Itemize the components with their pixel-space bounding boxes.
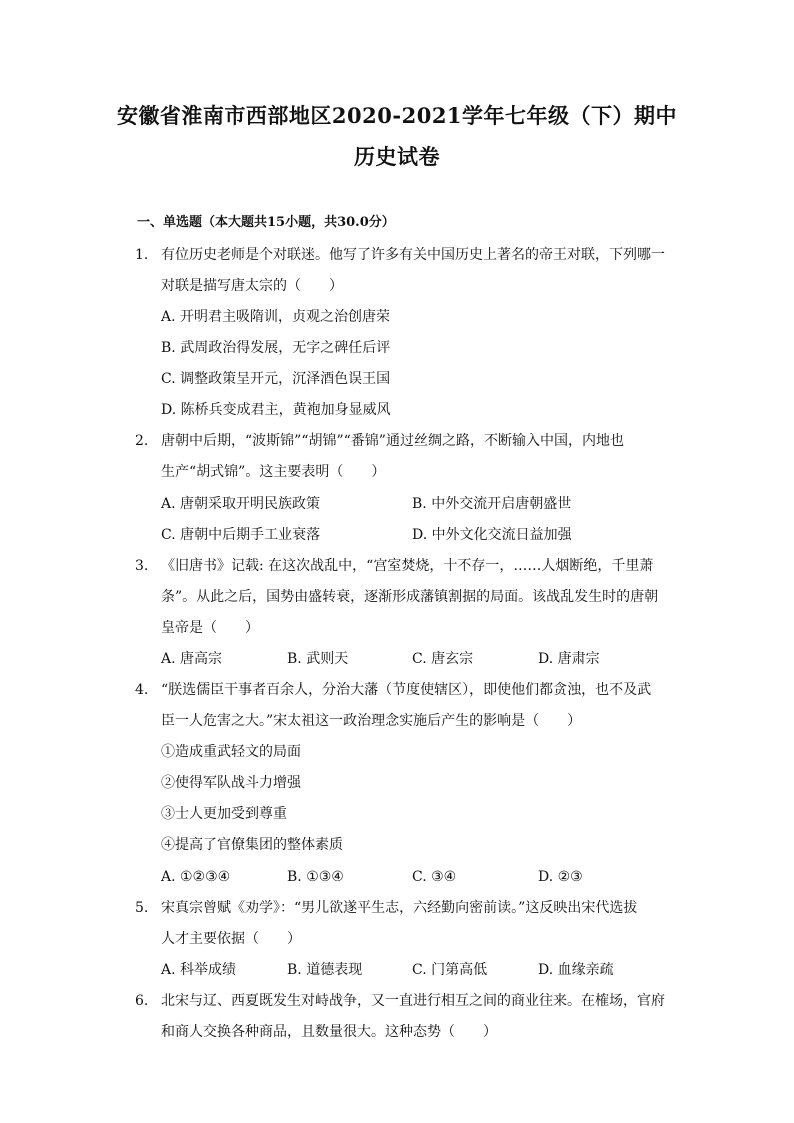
question-text-line: 条”。从此之后，国势由盛转衰，逐渐形成藩镇割据的局面。该战乱发生时的唐朝 bbox=[161, 589, 659, 605]
statement-1: ①造成重武轻文的局面 bbox=[161, 744, 301, 760]
question-number: 2. bbox=[135, 433, 149, 449]
statement-3: ③士人更加受到尊重 bbox=[161, 806, 287, 822]
exam-title-line2: 历史试卷 bbox=[354, 144, 440, 169]
question-text-line: 有位历史老师是个对联迷。他写了许多有关中国历史上著名的帝王对联，下列哪一 bbox=[161, 247, 665, 263]
option-a: A. 唐朝采取开明民族政策 bbox=[161, 496, 321, 512]
exam-title-line1: 安徽省淮南市西部地区2020-2021学年七年级（下）期中 bbox=[116, 103, 678, 128]
question-text-line: 和商人交换各种商品，且数量很大。这种态势（ ） bbox=[161, 1024, 497, 1040]
question-text-line: 北宋与辽、西夏既发生对峙战争，又一直进行相互之间的商业往来。在榷场，官府 bbox=[161, 993, 665, 1009]
option-a: A. 科举成绩 bbox=[161, 962, 237, 978]
question-text-line: “朕选儒臣干事者百余人，分治大藩（节度使辖区），即使他们都贪浊，也不及武 bbox=[161, 682, 652, 698]
question-text-line: 唐朝中后期，“波斯锦”“胡锦”“番锦”通过丝绸之路，不断输入中国，内地也 bbox=[161, 433, 624, 449]
statement-2: ②使得军队战斗力增强 bbox=[161, 775, 301, 791]
option-b: B. 中外交流开启唐朝盛世 bbox=[412, 496, 572, 512]
option-b: B. 武则天 bbox=[287, 651, 349, 667]
question-text-line: 《旧唐书》记载: 在这次战乱中，“宫室焚烧，十不存一，……人烟断绝，千里萧 bbox=[161, 558, 654, 574]
question-text-line: 臣一人危害之大。”宋太祖这一政治理念实施后产生的影响是（ ） bbox=[161, 713, 582, 729]
option-b: B. 武周政治得发展，无字之碑任后评 bbox=[161, 340, 391, 356]
question-text-line: 生产“胡式锦”。这主要表明（ ） bbox=[161, 464, 386, 480]
option-d: D. 中外文化交流日益加强 bbox=[412, 527, 572, 543]
option-b: B. 道德表现 bbox=[287, 962, 363, 978]
option-c: C. 门第高低 bbox=[412, 962, 488, 978]
option-d: D. 陈桥兵变成君主，黄袍加身显威风 bbox=[161, 402, 391, 418]
option-a: A. 唐高宗 bbox=[161, 651, 223, 667]
question-number: 4. bbox=[135, 682, 149, 698]
question-number: 6. bbox=[135, 993, 149, 1009]
question-text-line: 人才主要依据（ ） bbox=[161, 931, 301, 947]
question-number: 1. bbox=[135, 247, 149, 263]
question-text-line: 宋真宗曾赋《劝学》：“男儿欲遂平生志，六经勤向密前读。”这反映出宋代选拔 bbox=[161, 900, 638, 916]
question-text-line: 皇帝是（ ） bbox=[161, 620, 259, 636]
option-c: C. ③④ bbox=[412, 869, 457, 885]
option-c: C. 调整政策呈开元，沉泽酒色误王国 bbox=[161, 371, 391, 387]
option-c: C. 唐朝中后期手工业衰落 bbox=[161, 527, 321, 543]
section-heading: 一、单选题（本大题共15小题，共30.0分） bbox=[137, 215, 395, 230]
option-a: A. ①②③④ bbox=[161, 869, 231, 885]
question-number: 3. bbox=[135, 558, 149, 574]
question-number: 5. bbox=[135, 900, 149, 916]
option-a: A. 开明君主吸隋训，贞观之治创唐荣 bbox=[161, 309, 391, 325]
option-d: D. 血缘亲疏 bbox=[538, 962, 614, 978]
option-b: B. ①③④ bbox=[287, 869, 344, 885]
option-d: D. ②③ bbox=[538, 869, 583, 885]
option-d: D. 唐肃宗 bbox=[538, 651, 600, 667]
question-text-line: 对联是描写唐太宗的（ ） bbox=[161, 278, 343, 294]
statement-4: ④提高了官僚集团的整体素质 bbox=[161, 837, 343, 853]
option-c: C. 唐玄宗 bbox=[412, 651, 474, 667]
